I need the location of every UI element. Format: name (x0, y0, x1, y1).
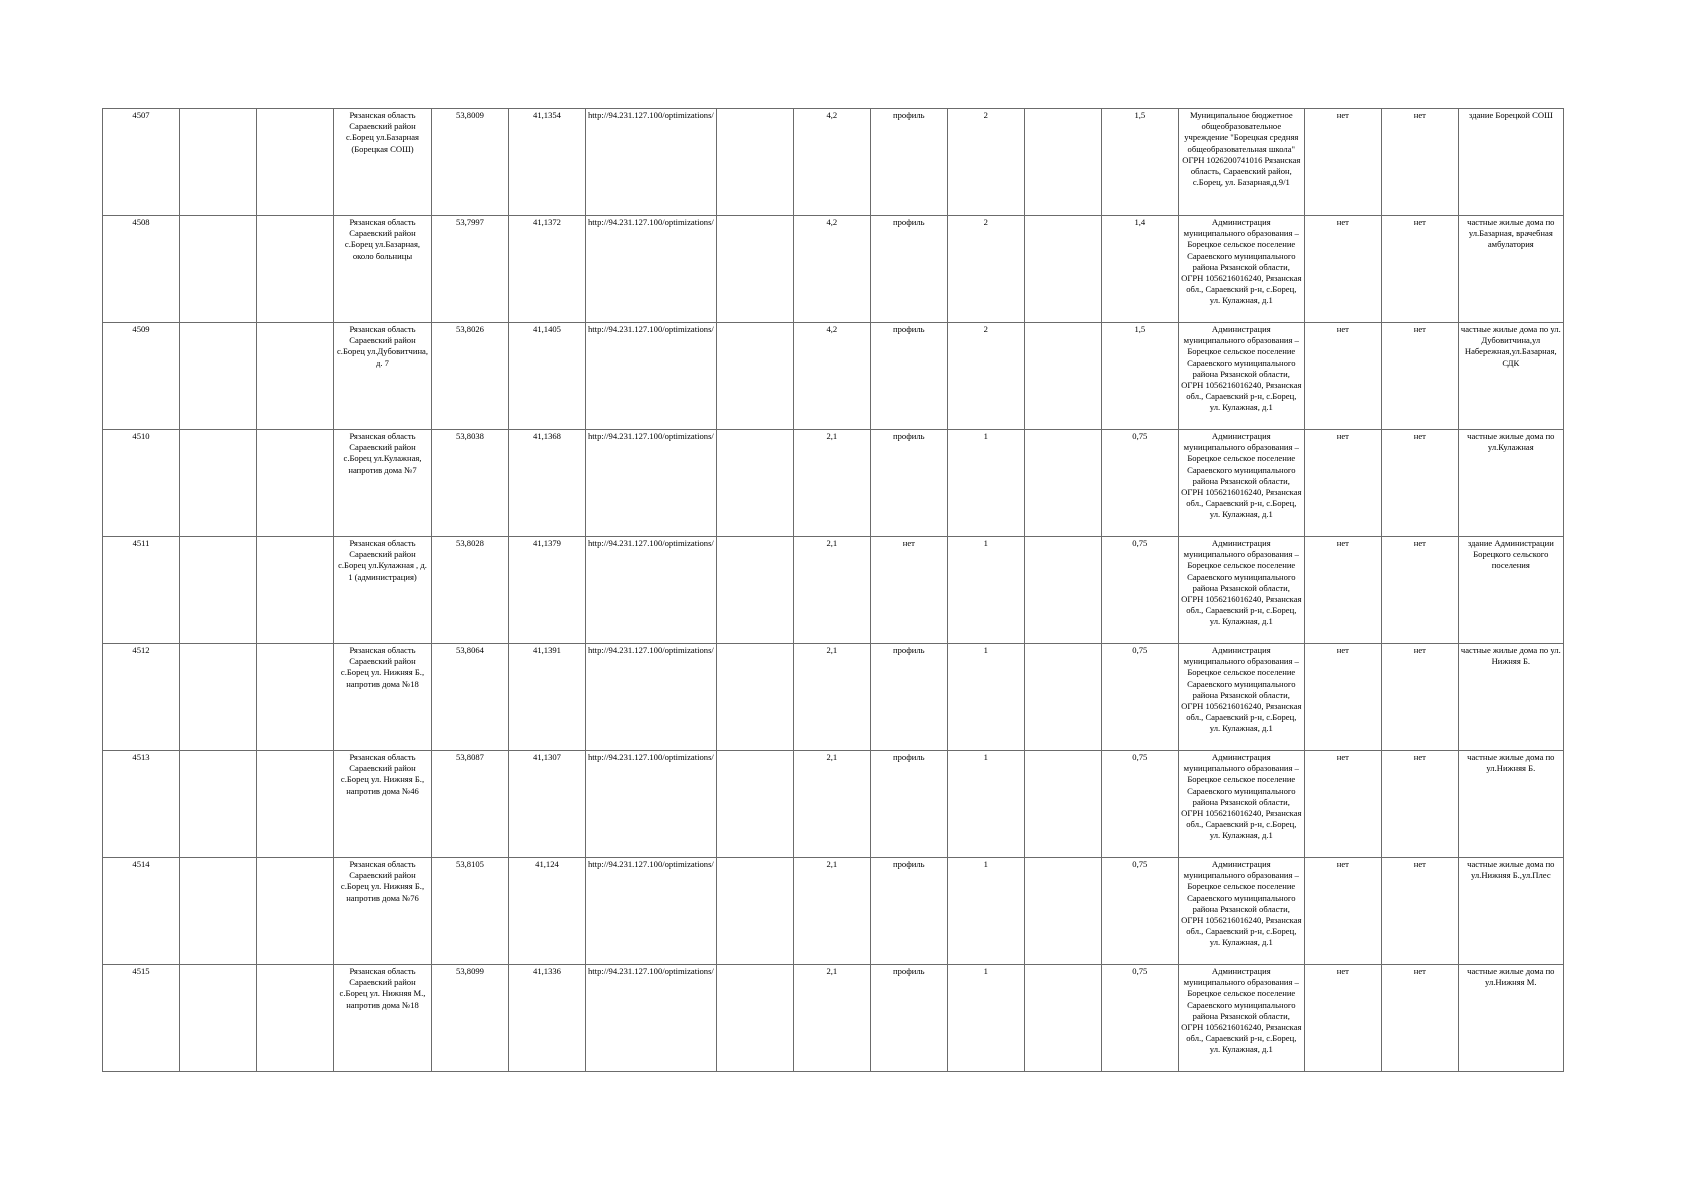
flag-cell: нет (1304, 965, 1381, 1072)
container-count-cell: 1 (947, 751, 1024, 858)
table-row (103, 216, 1564, 323)
flag-cell: нет (1304, 751, 1381, 858)
area-cell: 2,1 (793, 430, 870, 537)
url-link-cell[interactable]: http://94.231.127.100/optimizations/ (586, 430, 717, 537)
area-cell: 2,1 (793, 858, 870, 965)
empty-cell (1024, 965, 1101, 1072)
empty-cell (716, 537, 793, 644)
address-cell: Рязанская область Сараевский район с.Борец ул.Дубовитчина, д. 7 (334, 323, 432, 430)
longitude-cell: 41,1405 (509, 323, 586, 430)
url-link-cell[interactable]: http://94.231.127.100/optimizations/ (586, 109, 717, 216)
empty-cell (180, 537, 257, 644)
empty-cell (1024, 858, 1101, 965)
flag-cell: нет (1381, 430, 1458, 537)
area-cell: 4,2 (793, 216, 870, 323)
empty-cell (716, 216, 793, 323)
url-link-cell[interactable]: http://94.231.127.100/optimizations/ (586, 644, 717, 751)
surface-type-cell: профиль (870, 965, 947, 1072)
url-link-cell[interactable]: http://94.231.127.100/optimizations/ (586, 965, 717, 1072)
url-link-cell[interactable]: http://94.231.127.100/optimizations/ (586, 323, 717, 430)
flag-cell: нет (1304, 430, 1381, 537)
latitude-cell: 53,7997 (432, 216, 509, 323)
row-number-cell: 4508 (103, 216, 180, 323)
empty-cell (257, 965, 334, 1072)
owner-cell: Администрация муниципального образования – Борецкое сельское поселение Сараевского муниципального района Рязанской области, ОГРН 1056216016240, Рязанская обл., Сараевский р-н, с.Борец, ул. Кулажная, д.1 (1178, 751, 1304, 858)
empty-cell (1024, 537, 1101, 644)
container-count-cell: 1 (947, 537, 1024, 644)
row-number-cell: 4507 (103, 109, 180, 216)
empty-cell (716, 323, 793, 430)
address-cell: Рязанская область Сараевский район с.Борец ул. Нижняя М., напротив дома №18 (334, 965, 432, 1072)
empty-cell (180, 430, 257, 537)
row-number-cell: 4510 (103, 430, 180, 537)
volume-cell: 0,75 (1101, 965, 1178, 1072)
url-link-cell[interactable]: http://94.231.127.100/optimizations/ (586, 537, 717, 644)
latitude-cell: 53,8028 (432, 537, 509, 644)
empty-cell (1024, 216, 1101, 323)
longitude-cell: 41,1391 (509, 644, 586, 751)
waste-sources-cell: частные жилые дома по ул.Базарная, врачебная амбулатория (1458, 216, 1563, 323)
owner-cell: Администрация муниципального образования – Борецкое сельское поселение Сараевского муниципального района Рязанской области, ОГРН 1056216016240, Рязанская обл., Сараевский р-н, с.Борец, ул. Кулажная, д.1 (1178, 537, 1304, 644)
address-cell: Рязанская область Сараевский район с.Борец ул.Кулажная, напротив дома №7 (334, 430, 432, 537)
longitude-cell: 41,1379 (509, 537, 586, 644)
owner-cell: Администрация муниципального образования – Борецкое сельское поселение Сараевского муниципального района Рязанской области, ОГРН 1056216016240, Рязанская обл., Сараевский р-н, с.Борец, ул. Кулажная, д.1 (1178, 644, 1304, 751)
volume-cell: 0,75 (1101, 751, 1178, 858)
row-number-cell: 4513 (103, 751, 180, 858)
table-row (103, 109, 1564, 216)
volume-cell: 1,5 (1101, 109, 1178, 216)
table-row (103, 858, 1564, 965)
flag-cell: нет (1381, 109, 1458, 216)
container-count-cell: 1 (947, 430, 1024, 537)
volume-cell: 0,75 (1101, 858, 1178, 965)
row-number-cell: 4515 (103, 965, 180, 1072)
empty-cell (1024, 751, 1101, 858)
empty-cell (180, 323, 257, 430)
url-link-cell[interactable]: http://94.231.127.100/optimizations/ (586, 751, 717, 858)
volume-cell: 0,75 (1101, 537, 1178, 644)
flag-cell: нет (1304, 644, 1381, 751)
empty-cell (257, 216, 334, 323)
surface-type-cell: нет (870, 537, 947, 644)
flag-cell: нет (1381, 537, 1458, 644)
empty-cell (716, 109, 793, 216)
latitude-cell: 53,8087 (432, 751, 509, 858)
waste-sources-cell: здание Борецкой СОШ (1458, 109, 1563, 216)
owner-cell: Администрация муниципального образования – Борецкое сельское поселение Сараевского муниципального района Рязанской области, ОГРН 1056216016240, Рязанская обл., Сараевский р-н, с.Борец, ул. Кулажная, д.1 (1178, 323, 1304, 430)
address-cell: Рязанская область Сараевский район с.Борец ул.Базарная (Борецкая СОШ) (334, 109, 432, 216)
empty-cell (716, 858, 793, 965)
area-cell: 4,2 (793, 109, 870, 216)
row-number-cell: 4511 (103, 537, 180, 644)
volume-cell: 0,75 (1101, 644, 1178, 751)
table-body (103, 109, 1564, 1072)
surface-type-cell: профиль (870, 644, 947, 751)
surface-type-cell: профиль (870, 323, 947, 430)
empty-cell (257, 109, 334, 216)
area-cell: 2,1 (793, 537, 870, 644)
latitude-cell: 53,8064 (432, 644, 509, 751)
surface-type-cell: профиль (870, 109, 947, 216)
waste-sources-cell: частные жилые дома по ул.Нижняя М. (1458, 965, 1563, 1072)
empty-cell (180, 965, 257, 1072)
area-cell: 2,1 (793, 965, 870, 1072)
volume-cell: 0,75 (1101, 430, 1178, 537)
container-count-cell: 1 (947, 858, 1024, 965)
area-cell: 2,1 (793, 751, 870, 858)
empty-cell (257, 430, 334, 537)
url-link-cell[interactable]: http://94.231.127.100/optimizations/ (586, 216, 717, 323)
latitude-cell: 53,8009 (432, 109, 509, 216)
address-cell: Рязанская область Сараевский район с.Борец ул.Кулажная , д. 1 (администрация) (334, 537, 432, 644)
waste-sources-cell: частные жилые дома по ул.Нижняя Б.,ул.Плес (1458, 858, 1563, 965)
longitude-cell: 41,124 (509, 858, 586, 965)
flag-cell: нет (1381, 216, 1458, 323)
empty-cell (180, 858, 257, 965)
volume-cell: 1,5 (1101, 323, 1178, 430)
url-link-cell[interactable]: http://94.231.127.100/optimizations/ (586, 858, 717, 965)
area-cell: 2,1 (793, 644, 870, 751)
longitude-cell: 41,1372 (509, 216, 586, 323)
latitude-cell: 53,8038 (432, 430, 509, 537)
address-cell: Рязанская область Сараевский район с.Борец ул. Нижняя Б., напротив дома №18 (334, 644, 432, 751)
table-row (103, 537, 1564, 644)
container-count-cell: 2 (947, 323, 1024, 430)
surface-type-cell: профиль (870, 430, 947, 537)
flag-cell: нет (1381, 858, 1458, 965)
container-count-cell: 2 (947, 109, 1024, 216)
surface-type-cell: профиль (870, 858, 947, 965)
empty-cell (180, 751, 257, 858)
table-row (103, 644, 1564, 751)
table-row (103, 430, 1564, 537)
volume-cell: 1,4 (1101, 216, 1178, 323)
latitude-cell: 53,8026 (432, 323, 509, 430)
longitude-cell: 41,1307 (509, 751, 586, 858)
empty-cell (257, 323, 334, 430)
flag-cell: нет (1381, 751, 1458, 858)
owner-cell: Администрация муниципального образования – Борецкое сельское поселение Сараевского муниципального района Рязанской области, ОГРН 1056216016240, Рязанская обл., Сараевский р-н, с.Борец, ул. Кулажная, д.1 (1178, 965, 1304, 1072)
flag-cell: нет (1304, 109, 1381, 216)
row-number-cell: 4512 (103, 644, 180, 751)
flag-cell: нет (1304, 323, 1381, 430)
empty-cell (257, 858, 334, 965)
flag-cell: нет (1381, 965, 1458, 1072)
empty-cell (716, 965, 793, 1072)
area-cell: 4,2 (793, 323, 870, 430)
address-cell: Рязанская область Сараевский район с.Борец ул.Базарная, около больницы (334, 216, 432, 323)
flag-cell: нет (1381, 323, 1458, 430)
empty-cell (257, 751, 334, 858)
waste-sources-cell: частные жилые дома по ул.Кулажная (1458, 430, 1563, 537)
address-cell: Рязанская область Сараевский район с.Борец ул. Нижняя Б., напротив дома №46 (334, 751, 432, 858)
registry-table (102, 108, 1564, 1072)
empty-cell (180, 109, 257, 216)
owner-cell: Администрация муниципального образования – Борецкое сельское поселение Сараевского муниципального района Рязанской области, ОГРН 1056216016240, Рязанская обл., Сараевский р-н, с.Борец, ул. Кулажная, д.1 (1178, 216, 1304, 323)
longitude-cell: 41,1368 (509, 430, 586, 537)
address-cell: Рязанская область Сараевский район с.Борец ул. Нижняя Б., напротив дома №76 (334, 858, 432, 965)
waste-sources-cell: частные жилые дома по ул. Дубовитчина,ул Набережная,ул.Базарная, СДК (1458, 323, 1563, 430)
latitude-cell: 53,8099 (432, 965, 509, 1072)
empty-cell (180, 644, 257, 751)
empty-cell (716, 751, 793, 858)
row-number-cell: 4514 (103, 858, 180, 965)
empty-cell (1024, 430, 1101, 537)
empty-cell (1024, 109, 1101, 216)
latitude-cell: 53,8105 (432, 858, 509, 965)
table-row (103, 323, 1564, 430)
flag-cell: нет (1381, 644, 1458, 751)
waste-sources-cell: здание Администрации Борецкого сельского поселения (1458, 537, 1563, 644)
longitude-cell: 41,1354 (509, 109, 586, 216)
flag-cell: нет (1304, 858, 1381, 965)
empty-cell (1024, 644, 1101, 751)
surface-type-cell: профиль (870, 216, 947, 323)
table-row (103, 751, 1564, 858)
owner-cell: Администрация муниципального образования – Борецкое сельское поселение Сараевского муниципального района Рязанской области, ОГРН 1056216016240, Рязанская обл., Сараевский р-н, с.Борец, ул. Кулажная, д.1 (1178, 858, 1304, 965)
empty-cell (180, 216, 257, 323)
row-number-cell: 4509 (103, 323, 180, 430)
surface-type-cell: профиль (870, 751, 947, 858)
empty-cell (1024, 323, 1101, 430)
container-count-cell: 2 (947, 216, 1024, 323)
owner-cell: Муниципальное бюджетное общеобразовательное учреждение "Борецкая средняя общеобразовательная школа" ОГРН 1026200741016 Рязанская область, Сараевский район, с.Борец, ул. Базарная,д.9/1 (1178, 109, 1304, 216)
longitude-cell: 41,1336 (509, 965, 586, 1072)
empty-cell (716, 430, 793, 537)
container-count-cell: 1 (947, 644, 1024, 751)
owner-cell: Администрация муниципального образования – Борецкое сельское поселение Сараевского муниципального района Рязанской области, ОГРН 1056216016240, Рязанская обл., Сараевский р-н, с.Борец, ул. Кулажная, д.1 (1178, 430, 1304, 537)
flag-cell: нет (1304, 537, 1381, 644)
table-row (103, 965, 1564, 1072)
empty-cell (257, 644, 334, 751)
waste-sources-cell: частные жилые дома по ул. Нижняя Б. (1458, 644, 1563, 751)
empty-cell (257, 537, 334, 644)
waste-sources-cell: частные жилые дома по ул.Нижняя Б. (1458, 751, 1563, 858)
flag-cell: нет (1304, 216, 1381, 323)
empty-cell (716, 644, 793, 751)
container-count-cell: 1 (947, 965, 1024, 1072)
